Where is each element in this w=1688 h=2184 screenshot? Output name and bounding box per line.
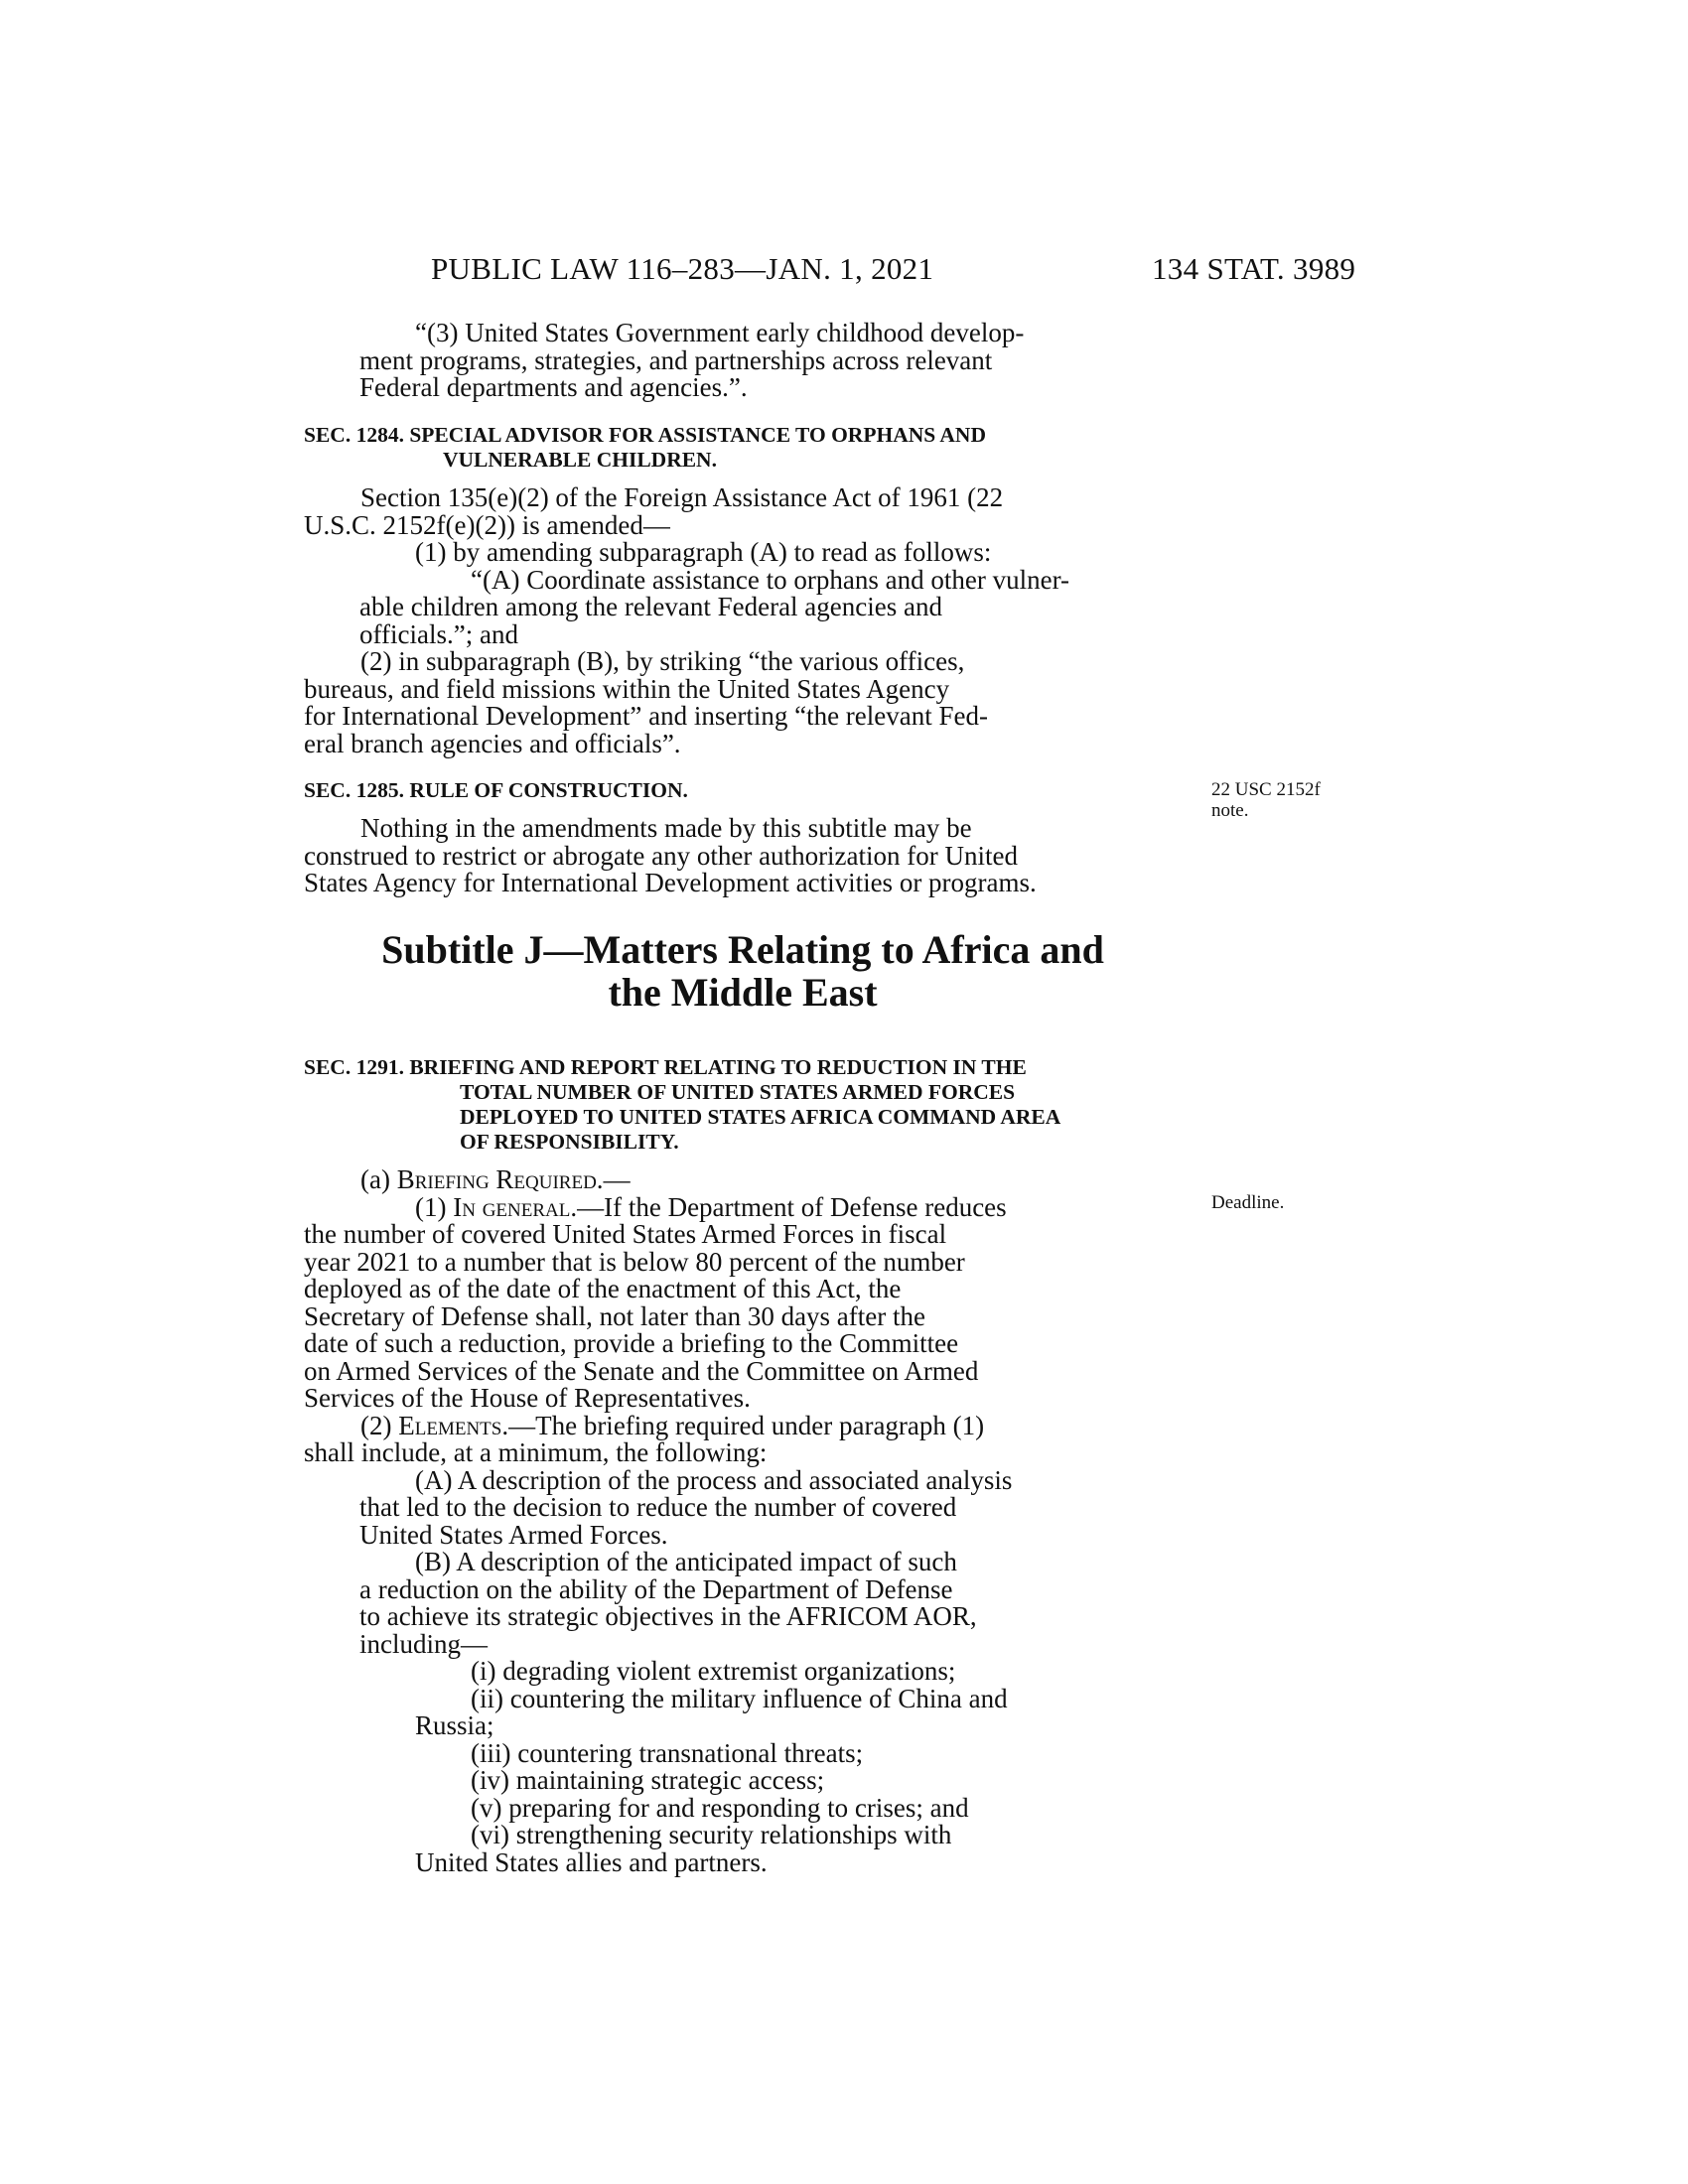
subparagraph-b-line: including—	[359, 1628, 488, 1659]
section-heading-line: SEC. 1291. BRIEFING AND REPORT RELATING TO REDUCTION IN THE	[304, 1055, 1027, 1079]
page-number: 134 STAT. 3989	[1152, 251, 1356, 286]
margin-note-usc	[1211, 779, 1390, 821]
section-heading-line: DEPLOYED TO UNITED STATES AFRICA COMMAND AREA	[460, 1105, 1061, 1129]
clause-iv: (iv) maintaining strategic access;	[471, 1765, 825, 1795]
quote-line: “(3) United States Government early childhood develop-	[415, 318, 1025, 347]
section-body: construed to restrict or abrogate any other authorization for United	[304, 840, 1018, 871]
section-heading-line: TOTAL NUMBER OF UNITED STATES ARMED FORCES	[460, 1080, 1016, 1104]
subtitle-line: the Middle East	[608, 970, 878, 1015]
section-heading-line: VULNERABLE CHILDREN.	[443, 448, 717, 472]
section-1285	[304, 778, 1182, 897]
clause-v: (v) preparing for and responding to crises; and	[471, 1792, 969, 1823]
quoted-text: officials.”; and	[359, 618, 518, 649]
section-heading: SEC. 1285. RULE OF CONSTRUCTION.	[304, 778, 688, 802]
margin-note-deadline: Deadline.	[1211, 1192, 1285, 1213]
clause-vi: (vi) strengthening security relationships with	[471, 1820, 952, 1849]
clause-vi-line: United States allies and partners.	[415, 1846, 768, 1877]
section-intro: Section 135(e)(2) of the Foreign Assistance Act of 1961 (22	[360, 482, 1004, 512]
subtitle-line: Subtitle J—Matters Relating to Africa and	[381, 927, 1104, 972]
clause-ii-line: Russia;	[415, 1710, 494, 1740]
quote-line: ment programs, strategies, and partnerships across relevant	[359, 344, 993, 375]
running-header-title: PUBLIC LAW 116–283—JAN. 1, 2021	[431, 251, 934, 286]
section-heading-line: SEC. 1284. SPECIAL ADVISOR FOR ASSISTANCE TO ORPHANS AND	[304, 423, 986, 447]
margin-note-line: note.	[1211, 800, 1249, 821]
section-heading	[304, 1055, 1182, 1155]
subparagraph-a: (A) A description of the process and associated analysis	[415, 1464, 1013, 1495]
section-intro: U.S.C. 2152f(e)(2)) is amended—	[304, 509, 670, 540]
quoted-text: able children among the relevant Federal agencies and	[359, 592, 942, 621]
section-body: States Agency for International Development activities or programs.	[304, 868, 1037, 897]
paragraph-1-line: Services of the House of Representatives.	[304, 1383, 751, 1413]
paragraph-1-line: Secretary of Defense shall, not later than 30 days after the	[304, 1300, 925, 1331]
section-1291	[304, 1055, 1182, 1876]
subsection-a: (a) Briefing Required.—	[360, 1164, 631, 1194]
clause-ii: (ii) countering the military influence of China and	[471, 1683, 1008, 1713]
subparagraph-a-line: that led to the decision to reduce the number of covered	[359, 1492, 957, 1522]
subparagraph-b: (B) A description of the anticipated impact of such	[415, 1547, 957, 1576]
clause-i: (i) degrading violent extremist organizations;	[471, 1656, 956, 1686]
quoted-text: “(A) Coordinate assistance to orphans and other vulner-	[471, 564, 1070, 595]
continuation-block	[304, 320, 1182, 402]
paragraph-item: (2) in subparagraph (B), by striking “the various offices,	[360, 646, 965, 676]
quote-line: Federal departments and agencies.”.	[359, 372, 748, 402]
paragraph-1-line: year 2021 to a number that is below 80 percent of the number	[304, 1246, 965, 1277]
clause-iii: (iii) countering transnational threats;	[471, 1737, 864, 1768]
paragraph-1-line: deployed as of the date of the enactment of this Act, the	[304, 1274, 902, 1303]
subparagraph-b-line: a reduction on the ability of the Department of Defense	[359, 1573, 953, 1604]
paragraph-item: bureaus, and field missions within the United States Agency	[304, 673, 950, 704]
section-1284	[304, 423, 1182, 757]
margin-note-line: 22 USC 2152f	[1211, 779, 1321, 800]
paragraph-1-line: date of such a reduction, provide a briefing to the Committee	[304, 1328, 959, 1358]
paragraph-item: for International Development” and inserting “the relevant Fed-	[304, 701, 988, 731]
subtitle-heading	[304, 928, 1182, 1014]
paragraph-1-line: on Armed Services of the Senate and the Committee on Armed	[304, 1355, 979, 1386]
section-heading	[304, 423, 1182, 473]
subparagraph-a-line: United States Armed Forces.	[359, 1519, 668, 1550]
section-heading-line: OF RESPONSIBILITY.	[460, 1130, 679, 1154]
paragraph-1: (1) In general.—If the Department of Defense reduces	[415, 1191, 1007, 1222]
subparagraph-b-line: to achieve its strategic objectives in the AFRICOM AOR,	[359, 1601, 977, 1631]
paragraph-1-line: the number of covered United States Armed Forces in fiscal	[304, 1219, 947, 1249]
paragraph-2: (2) Elements.—The briefing required under paragraph (1)	[360, 1410, 985, 1440]
section-body: Nothing in the amendments made by this subtitle may be	[360, 813, 972, 843]
paragraph-2-line: shall include, at a minimum, the following:	[304, 1437, 768, 1467]
paragraph-item: eral branch agencies and officials”.	[304, 728, 681, 758]
paragraph-item: (1) by amending subparagraph (A) to read as follows:	[415, 537, 992, 567]
